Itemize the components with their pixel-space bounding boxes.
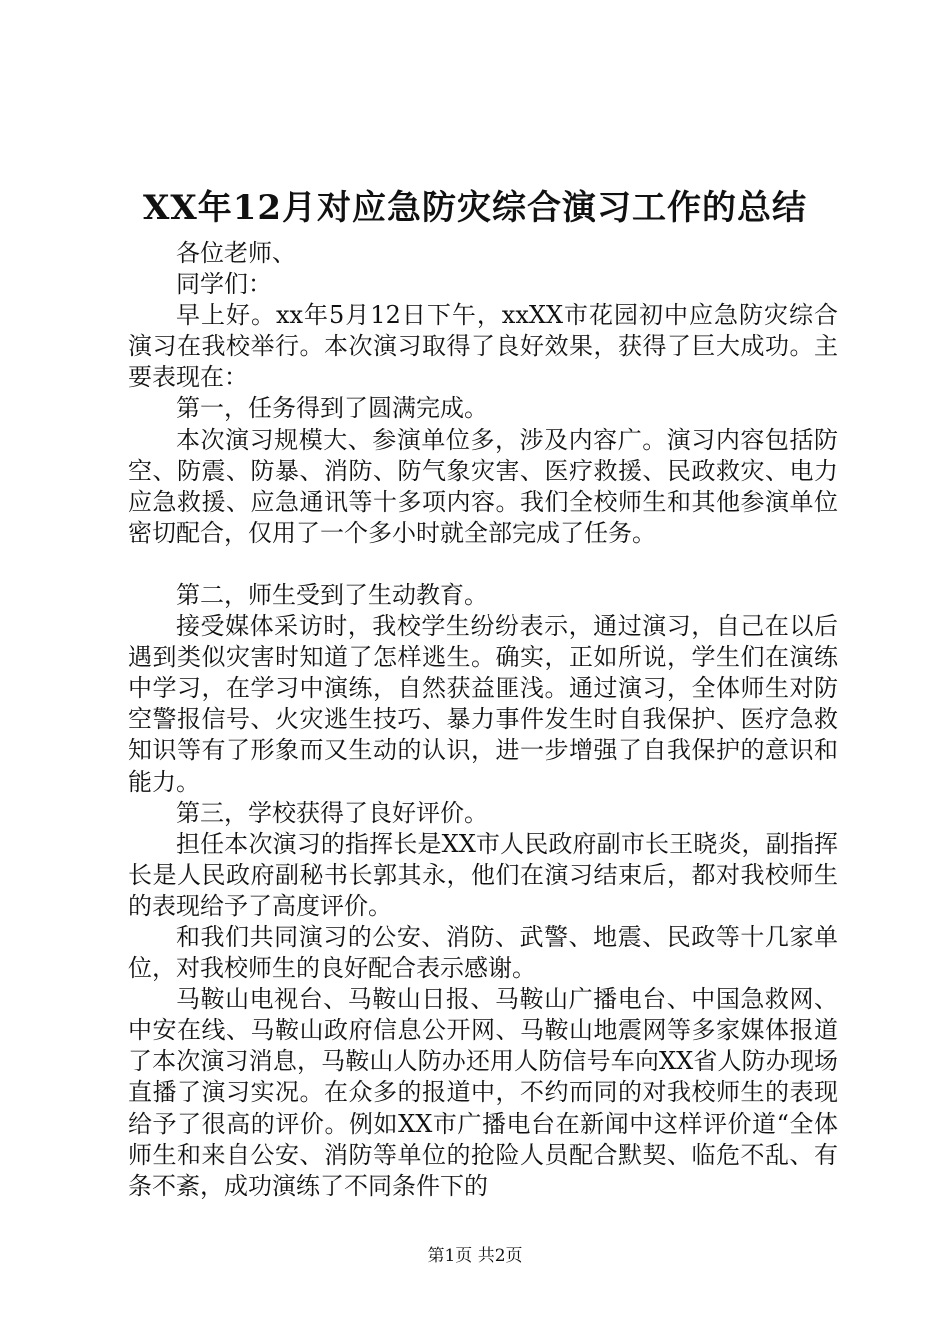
paragraph-salutation-1: 各位老师、 — [176, 239, 296, 267]
paragraph-heading-second: 第二，师生受到了生动教育。 — [176, 580, 488, 609]
paragraph-second-detail: 接受媒体采访时，我校学生纷纷表示，通过演习，自己在以后遇到类似灾害时知道了怎样逃生。确实，正如所说，学生们在演练中学习，在学习中演练，自然获益匪浅。通过演习，全体师生对防空警报信号、火灾逃生技巧、暴力事件发生时自我保护、医疗急救知识等有了形象而又生动的认识，进一步增强了自我保护的意识和能力。 — [128, 612, 838, 796]
document-title: XX年12月对应急防灾综合演习工作的总结 — [142, 188, 808, 228]
paragraph-salutation-2: 同学们： — [176, 270, 272, 299]
paragraph-first-detail: 本次演习规模大、参演单位多，涉及内容广。演习内容包括防空、防震、防暴、消防、防气象灾害、医疗救援、民政救灾、电力应急救援、应急通讯等十多项内容。我们全校师生和其他参演单位密切配合，仅用了一个多小时就全部完成了任务。 — [128, 425, 838, 547]
paragraph-intro: 早上好。xx年5月12日下午，xxXX市花园初中应急防灾综合演习在我校举行。本次演习取得了良好效果，获得了巨大成功。主要表现在： — [128, 301, 838, 392]
paragraph-third-detail-2: 和我们共同演习的公安、消防、武警、地震、民政等十几家单位，对我校师生的良好配合表示感谢。 — [128, 922, 838, 983]
paragraph-heading-third: 第三，学校获得了良好评价。 — [176, 798, 488, 827]
page-indicator: 第1页 共2页 — [427, 1246, 523, 1266]
paragraph-heading-first: 第一，任务得到了圆满完成。 — [176, 394, 488, 423]
paragraph-third-detail-3: 马鞍山电视台、马鞍山日报、马鞍山广播电台、中国急救网、中安在线、马鞍山政府信息公开网、马鞍山地震网等多家媒体报道了本次演习消息，马鞍山人防办还用人防信号车向XX省人防办现场直播了演习实况。在众多的报道中，不约而同的对我校师生的表现给予了很高的评价。例如XX市广播电台在新闻中这样评价道“全体师生和来自公安、消防等单位的抢险人员配合默契、临危不乱、有条不紊，成功演练了不同条件下的 — [128, 985, 838, 1200]
document-body — [128, 238, 838, 1202]
paragraph-third-detail-1: 担任本次演习的指挥长是XX市人民政府副市长王晓炎，副指挥长是人民政府副秘书长郭其永，他们在演习结束后，都对我校师生的表现给予了高度评价。 — [128, 829, 838, 920]
